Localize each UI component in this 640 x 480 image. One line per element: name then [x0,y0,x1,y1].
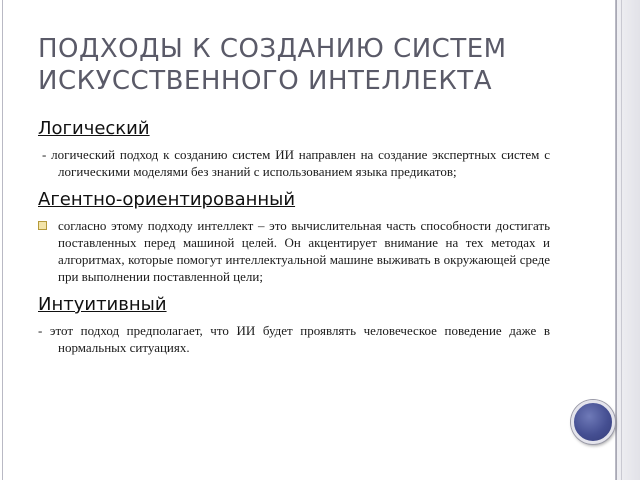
slide-title [38,33,598,97]
section-heading-intuitive: Интуитивный [38,294,167,315]
right-decorative-stripe [616,0,640,480]
bullet-item-agent [38,217,550,285]
nav-circle-button[interactable] [571,400,615,444]
square-bullet-icon [38,221,47,230]
section-heading-agent: Агентно-ориентированный [38,189,296,210]
slide-title-line2: ИСКУССТВЕННОГО ИНТЕЛЛЕКТА [38,66,492,96]
slide-content [38,118,550,365]
slide-title-line1: ПОДХОДЫ К СОЗДАНИЮ СИСТЕМ [38,34,507,64]
section-heading-logical: Логический [38,118,150,139]
section-text-logical: - логический подход к созданию систем ИИ направлен на создание экспертных систем с логическими моделями без знаний с использованием языка предикатов; [42,147,550,179]
section-text-intuitive: - этот подход предполагает, что ИИ будет проявлять человеческое поведение даже в нормальных ситуациях. [38,323,550,355]
section-text-agent: согласно этому подходу интеллект – это вычислительная часть способности достигать поставленных перед машиной целей. Он акцентирует внимание на тех методах и алгоритмах, которые помогут интеллектуальной машине выживать в окружающей среде при выполнении поставленной цели; [58,218,550,284]
